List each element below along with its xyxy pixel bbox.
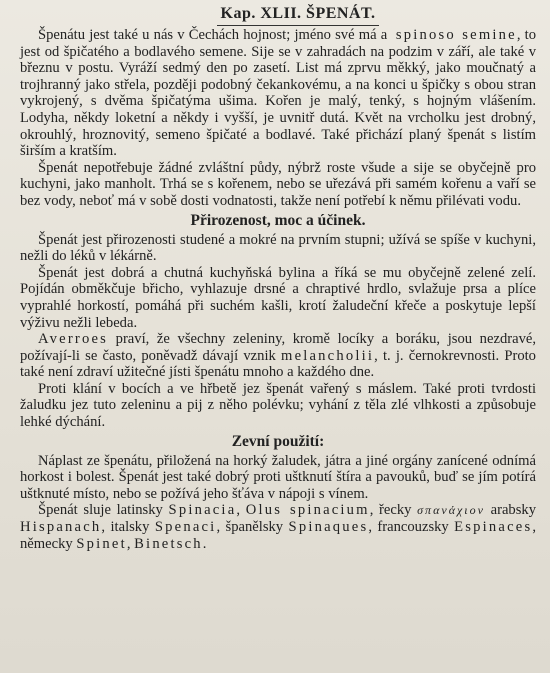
paragraph-averroes: Averroes praví, že všechny zeleniny, kromě locíky a boráku, jsou nezdravé, požívají-li se často, poněvadž dávají vznik melancholii, t. j. černokrevnosti. Proto také není zdraví užitečné jísti špenátu mnoho a každého dne. — [20, 331, 536, 381]
latin-etymology: a spinoso semine — [380, 27, 517, 43]
paragraph-names: Špenát sluje latinsky Spinacia, Olus spinacium, řecky σπανάχιον arabsky Hispanach, italsky Spenaci, španělsky Spinaques, francouzsky Espinaces, německy Spinet, Binetsch. — [20, 502, 536, 552]
section-heading-external: Zevní použití: — [231, 432, 325, 450]
name-averroes: Averroes — [38, 331, 109, 348]
section-heading-nature: Přirozenost, moc a účinek. — [190, 211, 366, 229]
paragraph-external-use: Náplast ze špenátu, přiložená na horký žaludek, játra a jiné orgány zanícené odnímá horkost i bolest. Špenát jest také dobrý proti uštknutí štíra a pavouků, buď se jím potírá uštknuté místo, nebo se požívá jeho šťáva v nápoji s vínem. — [20, 452, 536, 502]
paragraph-nature: Špenát jest přirozenosti studené a mokré na prvním stupni; užívá se spíše v kuchyni, nežli do léků v lékárně. — [20, 231, 536, 265]
paragraph-remedies: Proti klání v bocích a ve hřbetě jez špenát vařený s máslem. Také proti tvrdosti žaludku jez tuto zeleninu a pij z něho polévku; vyhání z těla zlé vlhkosti a způsobuje lehké dýchání. — [20, 380, 536, 431]
chapter-title: Kap. XLII. ŠPENÁT. — [60, 4, 536, 26]
paragraph-cultivation: Špenát nepotřebuje žádné zvláštní půdy, nýbrž roste všude a sije se obyčejně pro kuchyni, jako manholt. Trhá se s kořenem, nebo se uřezává při samém kořenu a vaří se bez vody, neboť má v sobě dosti vodnatosti, takže není potřebí k němu přilévati vodu. — [20, 159, 536, 209]
term-melancholii: melancholii — [281, 347, 375, 364]
paragraph-description: Špenátu jest také u nás v Čechách hojnost; jméno své má a spinoso semine, to jest od špičatého a bodlavého semene. Sije se v zahradách na podzim v září, ale také v březnu v postu. Vyráží sedmý den po zasetí. List má zprvu měkký, jako moučnatý a trojhranný jako střela, později podobný čekankovému, a na konci u špičky s obou stran vykrojený, s dvěma špičatýma ušima. Kořen je malý, tenký, s hojným vlášením. Lodyha, někdy loketní a někdy i vyšší, je uvnitř dutá. Květ na vrcholku jest drobný, okrouhlý, hroznovitý, semeno špičaté a bodlavé. Také přichází planý špenát s listím širším a kratším. — [20, 27, 537, 160]
paragraph-culinary: Špenát jest dobrá a chutná kuchyňská bylina a říká se mu obyčejně zelené zelí. Pojídán obměkčuje břicho, vyhlazuje drsné a chraptivé hrdlo, svlažuje prsa a plíce vyprahlé horkostí, pomáhá při suchém kašli, krotí žaludeční křeče a poskytuje lepší výživu nežli lebeda. — [20, 264, 536, 331]
greek-name: σπανάχιον — [417, 503, 485, 518]
